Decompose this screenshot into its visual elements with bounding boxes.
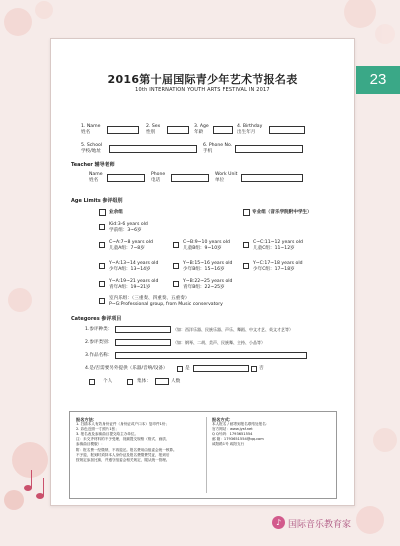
teacher-heading: Teacher 辅导老师: [71, 162, 115, 168]
category-type-field[interactable]: [115, 326, 171, 333]
teacher-name-label: Name 姓名: [89, 172, 103, 183]
equipment-no-checkbox[interactable]: [251, 366, 257, 372]
equipment-detail-field[interactable]: [193, 365, 249, 372]
age-limits-heading: Age Limits 参评组别: [71, 198, 123, 204]
category-class-label: 2.参评类别：: [85, 340, 113, 345]
notes-box: [69, 411, 337, 499]
work-title-label: 3.作品名称：: [85, 353, 113, 358]
form-title: 2016第十届国际青少年艺术节报名表: [107, 73, 298, 86]
cc-label: C~C:11~12 years old 儿童C组：11~12岁: [253, 240, 303, 251]
yb2-checkbox[interactable]: [173, 281, 179, 287]
amateur-label: 业余组: [109, 210, 123, 215]
cb-label: C~B:9~10 years old 儿童B组：9~10岁: [183, 240, 230, 251]
registration-form: [50, 38, 355, 506]
ya2-label: Y~A:19~21 years old 青年A组：19~21岁: [109, 279, 159, 290]
name-label: 1. Name 姓名: [81, 124, 101, 135]
equipment-yes-label: 是: [185, 366, 190, 371]
brand-logo-icon: ♪: [272, 516, 285, 529]
category-class-field[interactable]: [115, 339, 171, 346]
registration-contact: 报名方式： 本人报名 / 邮寄到报名联络处报名： 官方网站：www.jysf.net Q Q号码：1793651554 邮 箱：1793651554@qq.com 咸阳路1号 咸阳支行: [212, 417, 270, 447]
individual-checkbox[interactable]: [89, 379, 95, 385]
phone-field[interactable]: [235, 145, 303, 153]
yb-label: Y~B:15~16 years old 少年B组：15~16岁: [183, 261, 233, 272]
teacher-phone-field[interactable]: [171, 174, 209, 182]
cb-checkbox[interactable]: [173, 242, 179, 248]
equipment-no-label: 否: [259, 366, 264, 371]
form-subtitle: 10th INTERNATION YOUTH ARTS FESTIVAL IN 2017: [135, 87, 270, 93]
ya2-checkbox[interactable]: [99, 281, 105, 287]
categories-heading: Categores 参评项目: [71, 316, 122, 322]
yc-checkbox[interactable]: [243, 263, 249, 269]
age-field[interactable]: [213, 126, 233, 134]
teacher-work-field[interactable]: [241, 174, 303, 182]
group-label: 集体：: [137, 379, 151, 384]
individual-label: 个人: [103, 379, 113, 384]
group-count-field[interactable]: [155, 378, 169, 385]
category-class-hint: （如：钢琴、二胡、美声、民族舞、主持、小品等）: [173, 340, 265, 345]
sex-field[interactable]: [167, 126, 189, 134]
ca-checkbox[interactable]: [99, 242, 105, 248]
professional-label: 专业组（音乐学院附中学生）: [252, 210, 312, 215]
registration-method: 报名方法： 1. 扫描本人有效身份证件（身份证或户口本）复印件1份； 2. 彩色近照一寸照片1张； 3. 报名表及参赛曲目提交给主办单位。 注：未交齐材料的不予受理，视频提交规格（格式、画质、 参赛曲目模版）： 附：报名费一经缴纳，不再退还。报名费用由组委会统一核算。 不予退，报到时须持本人身份证及报名费缴费凭证，报到后 按规定参加比赛，并遵守组委会相关规定，服从统一管理。: [76, 417, 177, 462]
yb-checkbox[interactable]: [173, 263, 179, 269]
yb2-label: Y~B:22~25 years old 青年B组：22~25岁: [183, 279, 233, 290]
age-label: 3. Age 年龄: [194, 124, 209, 135]
amateur-checkbox[interactable]: [99, 209, 106, 216]
kid-label: Kid:3-6 years old 学前组：3~6岁: [109, 222, 148, 233]
brand-name: 国际音乐教育家: [288, 520, 352, 530]
teacher-work-label: Work Unit 单位: [215, 172, 238, 183]
pg-checkbox[interactable]: [99, 298, 105, 304]
work-title-field[interactable]: [115, 352, 307, 359]
category-type-hint: （如：西洋乐器、民族乐器、声乐、舞蹈、中文才艺、英文才艺等）: [173, 327, 293, 332]
ya-label: Y~A:13~14 years old 少年A组：13~14岁: [109, 261, 159, 272]
notes-divider: [206, 417, 207, 493]
people-label: 人数: [171, 379, 181, 384]
birthday-field[interactable]: [269, 126, 305, 134]
birthday-label: 4. Birthday 出生年月: [237, 124, 263, 135]
school-field[interactable]: [109, 145, 197, 153]
teacher-name-field[interactable]: [107, 174, 145, 182]
cc-checkbox[interactable]: [243, 242, 249, 248]
sex-label: 2. Sex 性别: [146, 124, 161, 135]
yc-label: Y~C:17~18 years old 少年C组：17~18岁: [253, 261, 303, 272]
equipment-label: 4.是/否需要另外提供（乐器/音响/设备）: [85, 366, 168, 371]
ya-checkbox[interactable]: [99, 263, 105, 269]
category-type-label: 1.参评种类：: [85, 327, 113, 332]
professional-checkbox[interactable]: [243, 209, 250, 216]
ca-label: C~A:7~8 years old 儿童A组：7~8岁: [109, 240, 153, 251]
equipment-yes-checkbox[interactable]: [177, 366, 183, 372]
kid-checkbox[interactable]: [99, 224, 105, 230]
phone-label: 6. Phone No. 手机: [203, 143, 233, 154]
group-checkbox[interactable]: [127, 379, 133, 385]
school-label: 5. School 学校/地址: [81, 143, 103, 154]
page-number-badge: 23: [356, 66, 400, 94]
teacher-phone-label: Phone 电话: [151, 172, 166, 183]
name-field[interactable]: [107, 126, 139, 134]
pg-label: 室内乐组：（三重奏、四重奏、五重奏） P~G:Professional group, from Music conservatory: [109, 296, 223, 307]
